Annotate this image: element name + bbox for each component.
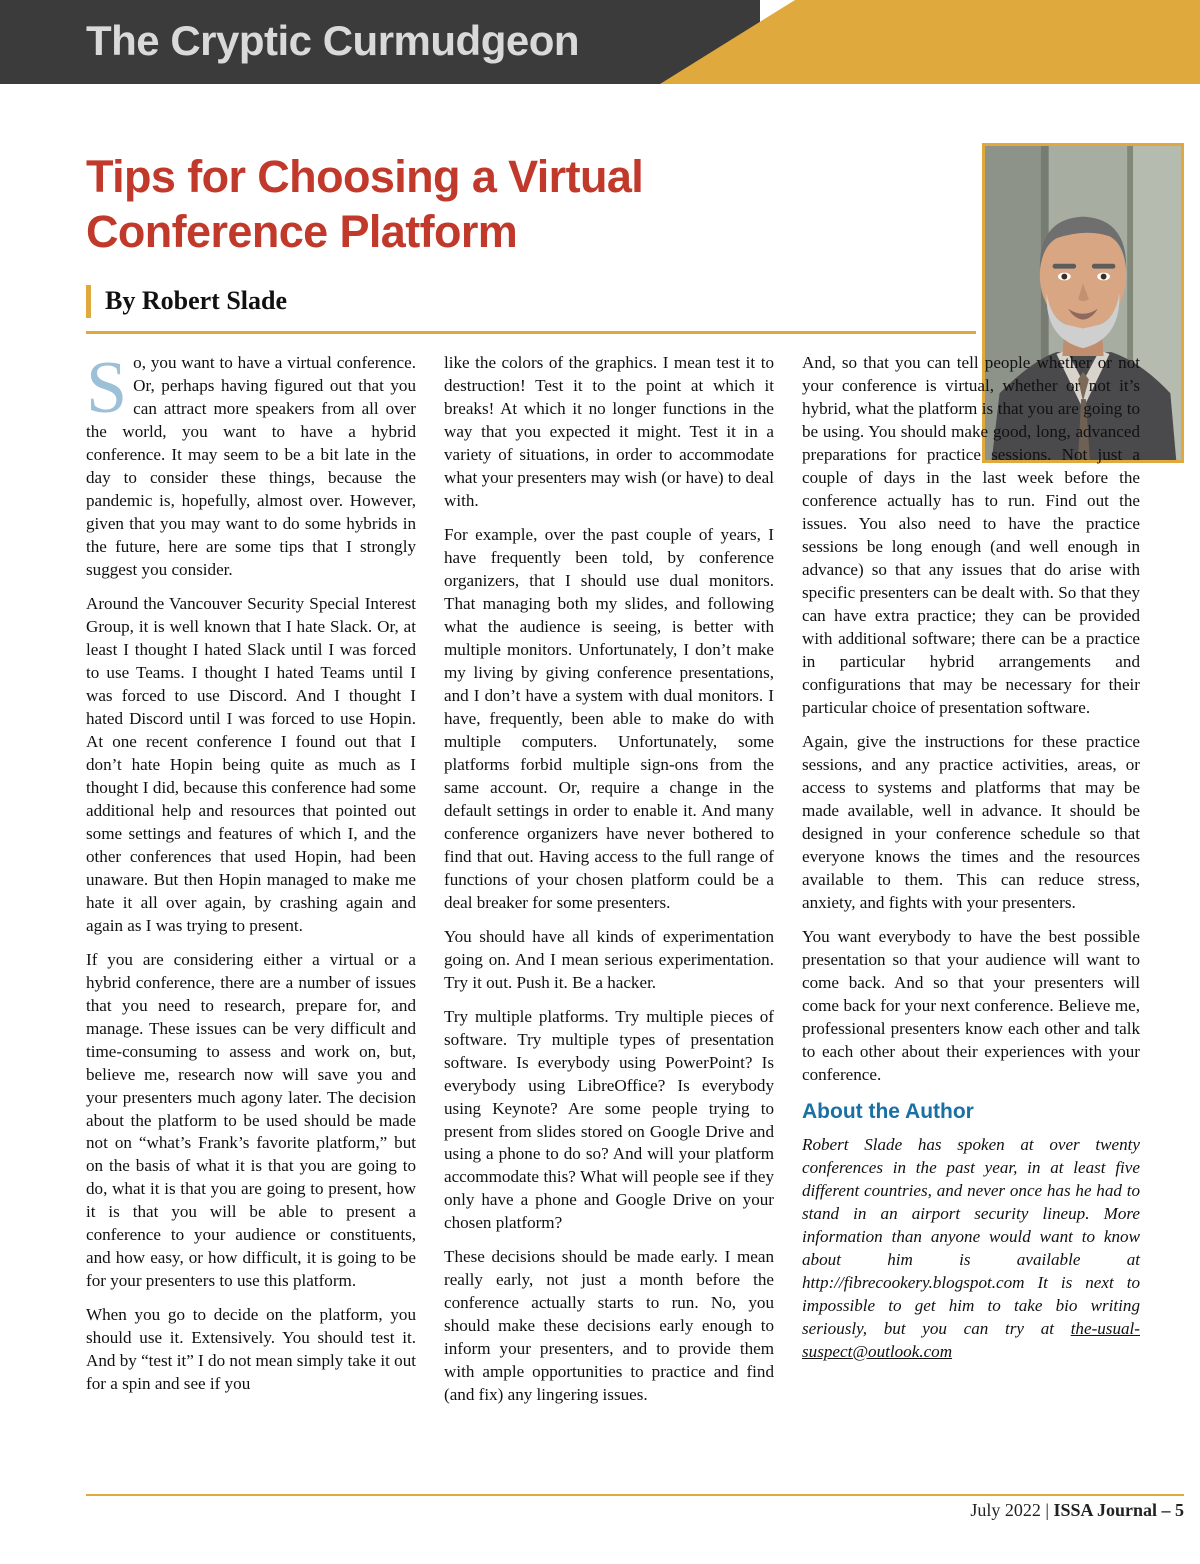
about-the-author-heading: About the Author bbox=[802, 1099, 974, 1123]
paragraph: These decisions should be made early. I mean really early, not just a month before the conference actually starts to run. No, you should make these decisions early enough to inform your presenters, and to provide them with ample opportunities to practice and find (and fix) any lingering issues. bbox=[444, 1247, 774, 1405]
paragraph: Around the Vancouver Security Special Interest Group, it is well known that I hate Slack. Or, at least I thought I hated Slack until I was forced to use Teams. I thought I hated Teams until I was forced to use Discord. And I thought I hated Discord until I was forced to use Hopin. At one recent conference I found out that I don’t hate Hopin being quite as much as I thought I did, because this conference had some additional help and resources that pointed out some settings and features of which I, and the other conferences that used Hopin, had been unaware. But then Hopin managed to make me hate it all over again, by crashing again and again as I was trying to present. bbox=[86, 593, 416, 935]
author-email-link[interactable]: the-usual-suspect@outlook.com bbox=[802, 1318, 1140, 1361]
paragraph: You want everybody to have the best possible presentation so that your audience will want to come back. And so that your presenters will come back for your next conference. Believe me, professional presenters know each other and talk to each other about their experiences with your conference. bbox=[802, 926, 1140, 1084]
column-3 bbox=[802, 352, 1140, 1375]
masthead bbox=[0, 0, 1200, 84]
paragraph: And, so that you can tell people whether or not your conference is virtual, whether or not it’s hybrid, what the platform is that you are going to be using. You should make good, long, advanced preparations for practice sessions. Not just a couple of days in the last week before the conference actually has to run. Find out the issues. You also need to have the practice sessions be long enough (and well enough in advance) so that any issues that do arise with specific presenters can be dealt with. So that they can have extra practice; they can be provided with additional software; there can be a practice in particular hybrid arrangements and configurations that may be necessary for their particular choice of presentation software. bbox=[802, 353, 1140, 717]
byline: By Robert Slade bbox=[86, 285, 287, 318]
paragraph: You should have all kinds of experimentation going on. And I mean serious experimentation. Try it out. Push it. Be a hacker. bbox=[444, 926, 774, 992]
footer-publication: ISSA Journal – 5 bbox=[1053, 1500, 1184, 1520]
paragraph bbox=[86, 347, 416, 582]
footer-issue-date: July 2022 | bbox=[970, 1500, 1054, 1520]
column-1 bbox=[86, 347, 416, 1407]
paragraph: Try multiple platforms. Try multiple pieces of software. Try multiple types of presentation software. Is everybody using PowerPoint? Is everybody using LibreOffice? Is everybody using Keynote? Are some people trying to present from slides stored on Google Drive and using a phone to do so? And will your platform accommodate this? What will people see if they only have a phone and Google Drive on your chosen platform? bbox=[444, 1006, 774, 1233]
footer-divider bbox=[86, 1494, 1184, 1496]
about-the-author-text bbox=[802, 1134, 1140, 1364]
paragraph: If you are considering either a virtual or a hybrid conference, there are a number of issues that you need to research, prepare for, and manage. These issues can be very difficult and time-consuming to assess and work on, but, believe me, research now will save you and your presenters much agony later. The decision about the platform to be used should be made not on “what’s Frank’s favorite platform,” but on the basis of what it is that you are going to do, what it is that you are going to present, how it is that you will be able to present a conference to your audience or constituents, and how easy, or how difficult, it is going to be for your presenters to use this platform. bbox=[86, 949, 416, 1291]
column-2 bbox=[444, 352, 774, 1418]
masthead-title: The Cryptic Curmudgeon bbox=[86, 17, 580, 64]
page-footer bbox=[970, 1500, 1184, 1521]
about-text-body: Robert Slade has spoken at over twenty conferences in the past year, in at least five different countries, and never once has he had to stand in an airport security lineup. More information than anyone would want to know about him is available at http://fibrecookery.blogspot.com It is next to impossible to get him to take bio writing seriously, but you can try at bbox=[802, 1134, 1140, 1338]
paragraph: For example, over the past couple of years, I have frequently been told, by conference organizers, that I should use dual monitors. That managing both my slides, and following what the audience is seeing, is better with multiple monitors. Unfortunately, I don’t make my living by giving conference presentations, and I don’t have a system with dual monitors. I have, frequently, been able to make do with multiple computers. Unfortunately, some platforms forbid multiple sign-ons from the same account. Or, require a change in the default settings in order to enable it. And many conference organizers have never bothered to find that out. Having access to the full range of functions of your chosen platform could be a deal breaker for some presenters. bbox=[444, 524, 774, 912]
page-title: Tips for Choosing a Virtual Conference Platform bbox=[86, 151, 644, 257]
article-body bbox=[86, 347, 1184, 1482]
paragraph: When you go to decide on the platform, you should use it. Extensively. You should test it. And by “test it” I do not mean simply take it out for a spin and see if you bbox=[86, 1305, 416, 1394]
paragraph: like the colors of the graphics. I mean test it to destruction! Test it to the point at which it breaks! At which it no longer functions in the way that you expected it might. Test it in a variety of situations, in order to accommodate what your presenters may wish (or have) to deal with. bbox=[444, 353, 774, 510]
byline-block bbox=[86, 285, 976, 333]
drop-cap: S bbox=[86, 347, 128, 429]
byline-divider bbox=[86, 331, 976, 334]
paragraph-text: o, you want to have a virtual conference. Or, perhaps having figured out that you can attract more speakers from all over the world, you want to have a hybrid conference. It may seem to be a bit late in the day to consider these things, because the pandemic is, hopefully, almost over. However, given that you may want to do some hybrids in the future, here are some tips that I strongly suggest you consider. bbox=[86, 353, 416, 579]
paragraph: Again, give the instructions for these practice sessions, and any practice activities, areas, or access to systems and platforms that may be made available, well in advance. It should be designed in your conference schedule so that everyone knows the times and the resources available to them. This can reduce stress, anxiety, and fights with your presenters. bbox=[802, 731, 1140, 912]
